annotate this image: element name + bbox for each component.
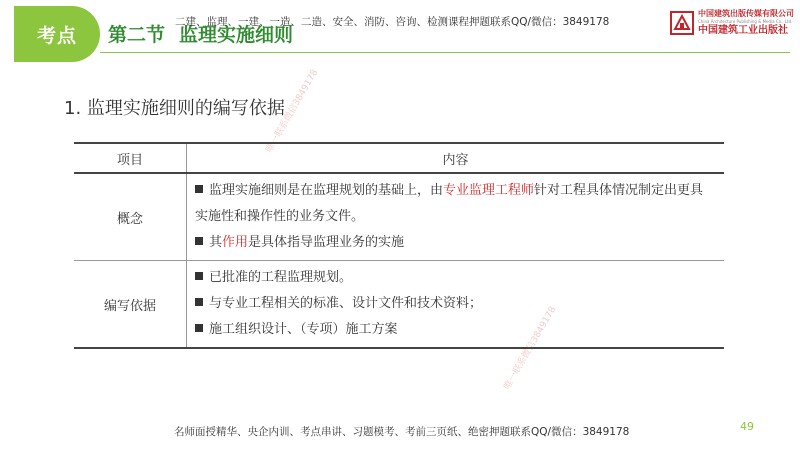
square-bullet-icon <box>195 272 203 280</box>
publisher-logo <box>670 10 794 36</box>
table-row <box>74 173 724 261</box>
content-subheading: 1. 监理实施细则的编写依据 <box>64 98 285 119</box>
topic-badge <box>14 6 100 62</box>
highlight-text: 专业监理工程师 <box>443 183 535 198</box>
row-content-basis <box>187 261 725 349</box>
page-number: 49 <box>740 420 754 433</box>
watermark: 唯一联系微信3849178 <box>502 305 559 392</box>
concept-definition: 监理实施细则是在监理规划的基础上，由专业监理工程师针对工程具体情况制定出更具实施性和操作性的业务文件。 <box>195 183 704 224</box>
row-label-basis: 编写依据 <box>74 261 187 349</box>
publisher-emblem-icon <box>670 11 694 35</box>
header-promo-text: 二建、监理、一建、一造、二造、安全、消防、咨询、检测课程押题联系QQ/微信：3849178 <box>175 16 610 28</box>
row-label-concept: 概念 <box>74 173 187 261</box>
watermark: 唯一联系微信3849178 <box>264 68 321 155</box>
square-bullet-icon <box>195 185 203 193</box>
table-header-row <box>74 143 724 173</box>
row-content-concept <box>187 173 725 261</box>
table-header-item: 项目 <box>74 143 187 173</box>
topic-badge-label: 考点 <box>36 24 77 47</box>
table-row <box>74 261 724 349</box>
highlight-text: 作用 <box>222 235 249 250</box>
section-name: 监理实施细则 <box>179 24 294 46</box>
concept-function: 其作用是具体指导监理业务的实施 <box>195 230 714 256</box>
footer-promo-text: 名师面授精华、央企内训、考点串讲、习题模考、考前三页纸、绝密押题联系QQ/微信：3849178 <box>174 426 630 438</box>
content-table-wrapper <box>74 142 724 349</box>
list-item: 已批准的工程监理规划。 <box>195 265 714 291</box>
content-table <box>74 142 724 349</box>
publisher-calligraphy: 中国建筑工业出版社 <box>698 25 788 36</box>
square-bullet-icon <box>195 298 203 306</box>
square-bullet-icon <box>195 324 203 332</box>
publisher-name-en: China Architecture Publishing & Media Co., Ltd. <box>698 19 793 24</box>
publisher-name-cn: 中国建筑出版传媒有限公司 <box>698 9 794 18</box>
header-divider <box>100 52 790 53</box>
list-item: 与专业工程相关的标准、设计文件和技术资料； <box>195 291 714 317</box>
square-bullet-icon <box>195 237 203 245</box>
list-item: 施工组织设计、（专项）施工方案 <box>195 317 714 343</box>
section-number: 第二节 <box>108 24 166 46</box>
table-header-content: 内容 <box>187 143 725 173</box>
